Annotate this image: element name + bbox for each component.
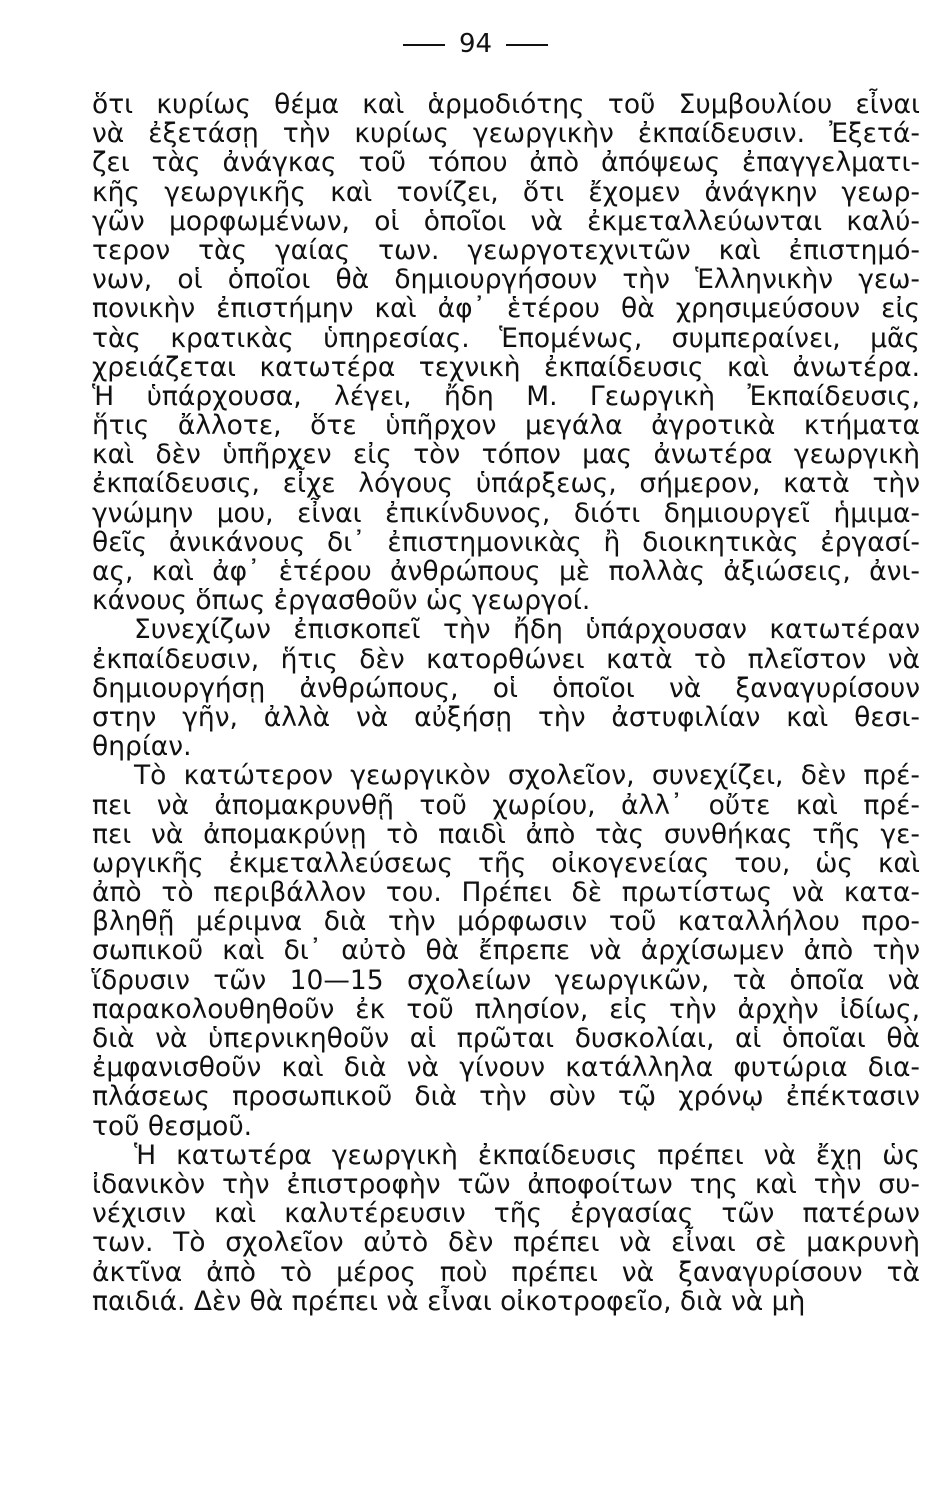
text-line: ἵδρυσιν τῶν 10—15 σχολείων γεωργικῶν, τὰ ὁποῖα νὰ: [92, 964, 920, 996]
text-line: ἀπὸ τὸ περιβάλλον του. Πρέπει δὲ πρωτίστως νὰ κατα-: [92, 877, 920, 909]
text-line: νέχισιν καὶ καλυτέρευσιν τῆς ἐργασίας τῶν πατέρων: [92, 1198, 920, 1230]
paragraph: [92, 1141, 920, 1316]
paragraph: [92, 90, 920, 615]
text-line: ἐκπαίδευσιν, ἥτις δὲν κατορθώνει κατὰ τὸ πλεῖστον νὰ: [92, 643, 920, 675]
text-line: γῶν μορφωμένων, οἱ ὁποῖοι νὰ ἐκμεταλλεύωνται καλύ-: [92, 205, 920, 237]
text-line: πονικὴν ἐπιστήμην καὶ ἀφ᾽ ἑτέρου θὰ χρησιμεύσουν εἰς: [92, 293, 920, 325]
page-number: 94: [458, 29, 493, 59]
text-line: ας, καὶ ἀφ᾽ ἑτέρου ἀνθρώπους μὲ πολλὰς ἀξιώσεις, ἀνι-: [92, 556, 920, 587]
text-line: ἀκτῖνα ἀπὸ τὸ μέρος ποὺ πρέπει νὰ ξαναγυρίσουν τὰ: [92, 1256, 920, 1288]
left-dash-rule: [403, 44, 445, 46]
text-line: πει νὰ ἀπομακρυνθῇ τοῦ χωρίου, ἀλλ᾽ οὔτε καὶ πρέ-: [92, 789, 920, 821]
text-line: καὶ δὲν ὑπῆρχεν εἰς τὸν τόπον μας ἀνωτέρα γεωργικὴ: [92, 439, 920, 471]
text-line: πλάσεως προσωπικοῦ διὰ τὴν σὺν τῷ χρόνῳ ἐπέκτασιν: [92, 1081, 920, 1113]
text-line: τερον τὰς γαίας των. γεωργοτεχνιτῶν καὶ ἐπιστημό-: [92, 234, 920, 266]
text-line: χρειάζεται κατωτέρα τεχνικὴ ἐκπαίδευσις καὶ ἀνωτέρα.: [92, 351, 920, 383]
text-line: νων, οἱ ὁποῖοι θὰ δημιουργήσουν τὴν Ἑλληνικὴν γεω-: [92, 264, 920, 296]
text-line: σωπικοῦ καὶ δι᾽ αὐτὸ θὰ ἔπρεπε νὰ ἀρχίσωμεν ἀπὸ τὴν: [92, 935, 920, 967]
text-line: Τὸ κατώτερον γεωργικὸν σχολεῖον, συνεχίζει, δὲν πρέ-: [134, 760, 920, 792]
text-line: βληθῇ μέριμνα διὰ τὴν μόρφωσιν τοῦ καταλλήλου προ-: [92, 906, 920, 938]
page-number-header: [0, 28, 951, 60]
text-line: κάνους ὅπως ἐργασθοῦν ὡς γεωργοί.: [92, 585, 591, 617]
text-line: πει νὰ ἀπομακρύνῃ τὸ παιδὶ ἀπὸ τὰς συνθήκας τῆς γε-: [92, 818, 920, 850]
text-line: στην γῆν, ἀλλὰ νὰ αὐξήσῃ τὴν ἀστυφιλίαν καὶ θεσι-: [92, 701, 920, 733]
text-line: τοῦ θεσμοῦ.: [92, 1110, 253, 1142]
text-line: ἥτις ἄλλοτε, ὅτε ὑπῆρχον μεγάλα ἀγροτικὰ κτήματα: [92, 410, 920, 442]
text-line: παρακολουθηθοῦν ἐκ τοῦ πλησίον, εἰς τὴν ἀρχὴν ἰδίως,: [92, 993, 920, 1025]
text-line: ἐμφανισθοῦν καὶ διὰ νὰ γίνουν κατάλληλα φυτώρια δια-: [92, 1052, 920, 1084]
text-line: ἐκπαίδευσις, εἶχε λόγους ὑπάρξεως, σήμερον, κατὰ τὴν: [92, 468, 920, 500]
text-line: δημιουργήσῃ ἀνθρώπους, οἱ ὁποῖοι νὰ ξαναγυρίσουν: [92, 672, 920, 704]
text-line: θηρίαν.: [92, 731, 192, 763]
text-line: των. Τὸ σχολεῖον αὐτὸ δὲν πρέπει νὰ εἶναι σὲ μακρυνὴ: [92, 1227, 920, 1259]
text-line: Συνεχίζων ἐπισκοπεῖ τὴν ἤδη ὑπάρχουσαν κατωτέραν: [134, 614, 920, 646]
text-line: ζει τὰς ἀνάγκας τοῦ τόπου ἀπὸ ἀπόψεως ἐπαγγελματι-: [92, 147, 920, 179]
text-line: Ἡ ὑπάρχουσα, λέγει, ἤδη Μ. Γεωργικὴ Ἐκπαίδευσις,: [92, 380, 920, 412]
paragraph: [92, 761, 920, 1140]
body-text: [92, 90, 920, 1316]
text-line: ἰδανικὸν τὴν ἐπιστροφὴν τῶν ἀποφοίτων της καὶ τὴν συ-: [92, 1168, 920, 1200]
text-line: ωργικῆς ἐκμεταλλεύσεως τῆς οἰκογενείας του, ὡς καὶ: [92, 847, 920, 879]
text-line: ὅτι κυρίως θέμα καὶ ἁρμοδιότης τοῦ Συμβουλίου εἶναι: [92, 89, 920, 120]
text-line: παιδιά. Δὲν θὰ πρέπει νὰ εἶναι οἰκοτροφεῖο, διὰ νὰ μὴ: [92, 1285, 806, 1317]
text-line: θεῖς ἀνικάνους δι᾽ ἐπιστημονικὰς ἢ διοικητικὰς ἐργασί-: [92, 526, 920, 558]
right-dash-rule: [506, 44, 548, 46]
text-line: γνώμην μου, εἶναι ἐπικίνδυνος, διότι δημιουργεῖ ἡμιμα-: [92, 497, 920, 529]
text-line: κῆς γεωργικῆς καὶ τονίζει, ὅτι ἔχομεν ἀνάγκην γεωρ-: [92, 176, 920, 208]
text-line: νὰ ἐξετάσῃ τὴν κυρίως γεωργικὴν ἐκπαίδευσιν. Ἐξετά-: [92, 118, 920, 150]
text-line: Ἡ κατωτέρα γεωργικὴ ἐκπαίδευσις πρέπει νὰ ἔχῃ ὡς: [134, 1139, 920, 1171]
text-line: διὰ νὰ ὑπερνικηθοῦν αἱ πρῶται δυσκολίαι, αἱ ὁποῖαι θὰ: [92, 1023, 920, 1054]
paragraph: [92, 615, 920, 761]
text-line: τὰς κρατικὰς ὑπηρεσίας. Ἑπομένως, συμπεραίνει, μᾶς: [92, 322, 920, 354]
